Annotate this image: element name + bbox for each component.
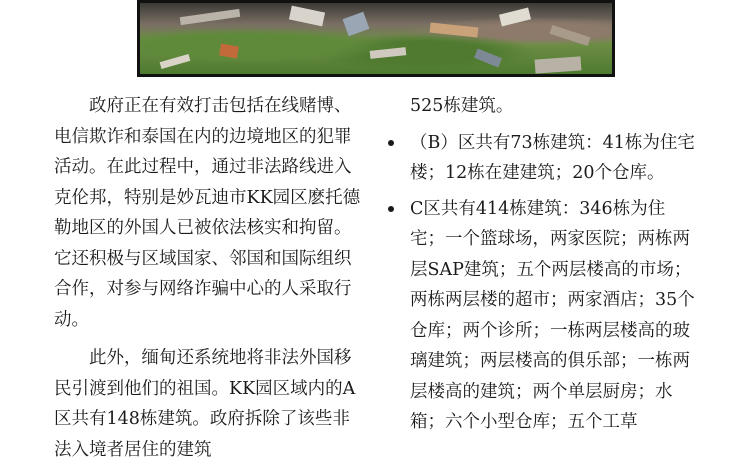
list-item xyxy=(410,194,700,438)
demolition-site-photo xyxy=(137,0,615,77)
bullet-icon xyxy=(388,140,394,146)
zone-list xyxy=(410,128,700,438)
paragraph-repatriation: 此外，缅甸还系统地将非法外国移民引渡到他们的祖国。KK园区域内的A区共有148栋建筑。政府拆除了该些非法入境者居住的建筑 xyxy=(54,348,356,460)
paragraph-continuation: 525栋建筑。 xyxy=(410,96,514,116)
list-item xyxy=(410,128,700,189)
bullet-icon xyxy=(388,206,394,212)
list-item-text: （B）区共有73栋建筑：41栋为住宅楼；12栋在建建筑；20个仓库。 xyxy=(410,132,695,183)
left-column xyxy=(54,91,362,465)
list-item-text: C区共有414栋建筑：346栋为住宅；一个篮球场，两家医院；两栋两层SAP建筑；五个两层楼高的市场；两栋两层楼的超市；两家酒店；35个仓库；两个诊所；一栋两层楼高的玻璃建筑；两层楼高的俱乐部；一栋两层楼高的建筑；两个单层厨房；水箱；六个小型仓库；五个工草 xyxy=(410,198,695,432)
right-column xyxy=(410,91,700,443)
paragraph-crime-crackdown: 政府正在有效打击包括在线赌博、电信欺诈和泰国在内的边境地区的犯罪活动。在此过程中，通过非法路线进入克伦邦，特别是妙瓦迪市KK园区麽托德勒地区的外国人已被依法核实和拘留。它还积极与区域国家、邻国和国际组织合作，对参与网络诈骗中心的人采取行动。 xyxy=(54,96,361,330)
